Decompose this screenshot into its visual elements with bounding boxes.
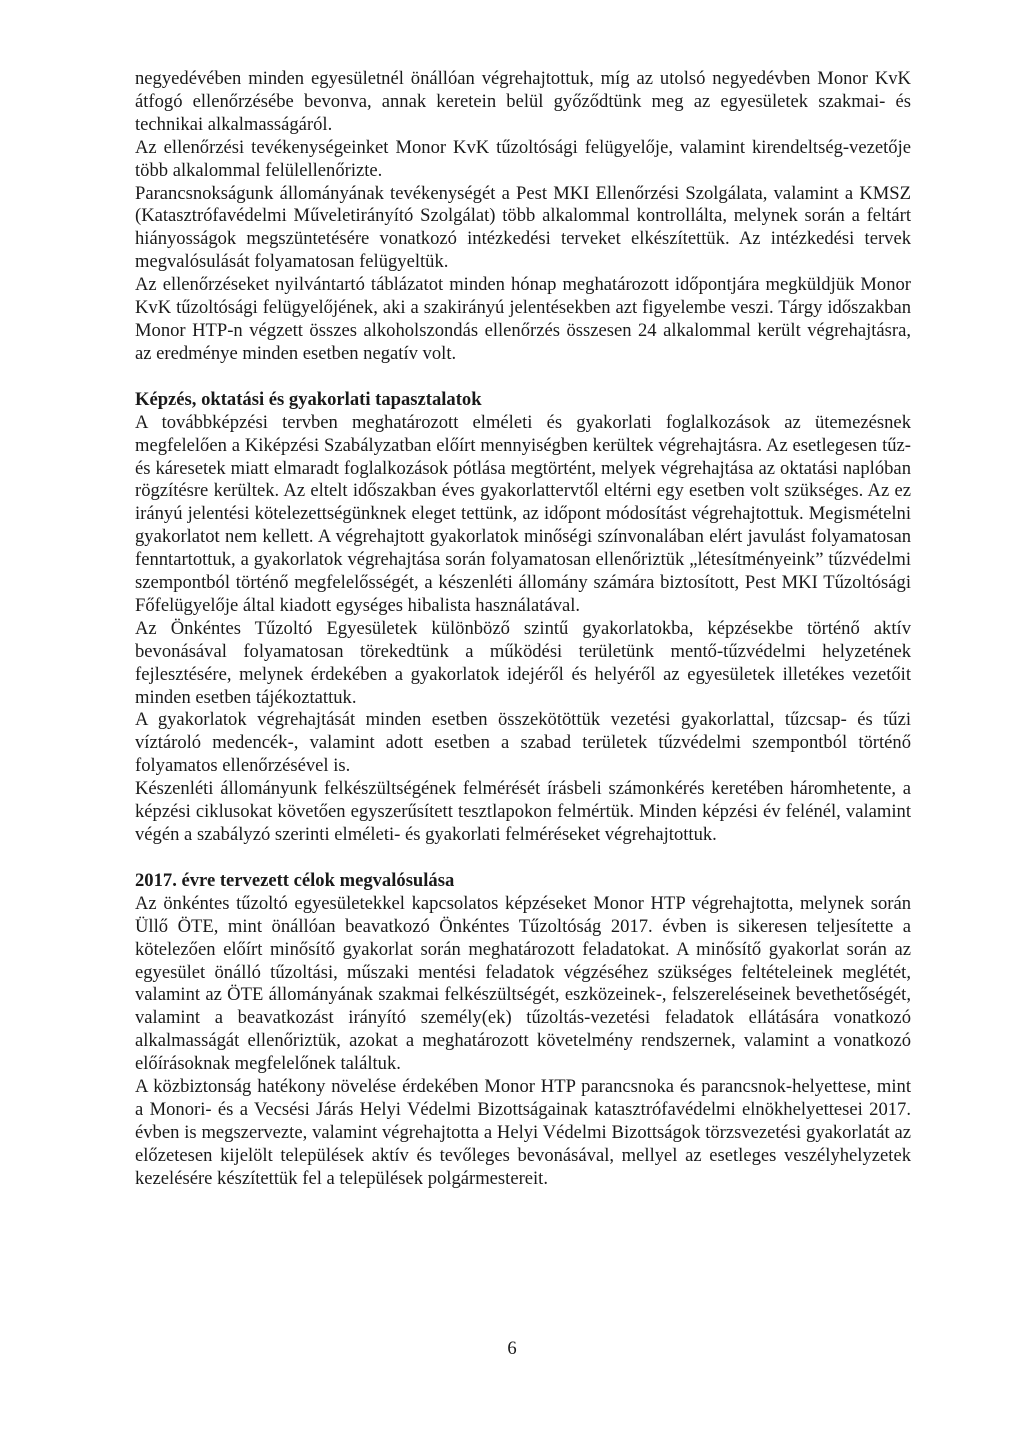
- paragraph: Az ellenőrzéseket nyilvántartó táblázatot minden hónap meghatározott időpontjára megküldjük Monor KvK tűzoltósági felügyelőjének, aki a szakirányú jelentésekben azt figyelembe veszi. Tárgy időszakban Monor HTP-n végzett összes alkoholszondás ellenőrzés összesen 24 alkalommal került végrehajtásra, az eredménye minden esetben negatív volt.: [135, 274, 911, 364]
- document-page: [135, 68, 911, 1191]
- paragraph: Az önkéntes tűzoltó egyesületekkel kapcsolatos képzéseket Monor HTP végrehajtotta, melynek során Üllő ÖTE, mint önállóan beavatkozó Önkéntes Tűzoltóság 2017. évben is sikeresen teljesítette a kötelezően előírt minősítő gyakorlat során meghatározott feladatokat. A minősítő gyakorlat során az egyesület önálló tűzoltási, műszaki mentési feladatok végzéséhez szükséges feltételeinek meglétét, valamint az ÖTE állományának szakmai felkészültségét, eszközeinek-, felszereléseinek bevethetőségét, valamint a beavatkozást irányító személy(ek) tűzoltás-vezetési feladatok ellátására vonatkozó alkalmasságát ellenőriztük, azokat a meghatározott követelmény rendszernek, valamint a vonatkozó előírásoknak megfelelőnek találtuk.: [135, 892, 911, 1075]
- page-number: 6: [507, 1338, 517, 1359]
- paragraph: negyedévében minden egyesületnél önállóan végrehajtottuk, míg az utolsó negyedévben Monor KvK átfogó ellenőrzésébe bevonva, annak keretein belül győződtünk meg az egyesületek szakmai- és technikai alkalmasságáról.: [135, 68, 911, 135]
- section-heading: Képzés, oktatási és gyakorlati tapasztalatok: [135, 388, 482, 410]
- paragraph: Parancsnokságunk állományának tevékenységét a Pest MKI Ellenőrzési Szolgálata, valamint a KMSZ (Katasztrófavédelmi Műveletirányító Szolgálat) több alkalommal kontrollálta, melynek során a feltárt hiányosságok megszüntetésére vonatkozó intézkedési terveket elkészítettük. Az intézkedési tervek megvalósulását folyamatosan felügyeltük.: [135, 182, 911, 273]
- paragraph: Az Önkéntes Tűzoltó Egyesületek különböző szintű gyakorlatokba, képzésekbe történő aktív bevonásával folyamatosan törekedtünk a működési területünk mentő-tűzvédelmi helyzetének fejlesztésére, melynek érdekében a gyakorlatok idejéről és helyéről az egyesületek illetékes vezetőit minden esetben tájékoztattuk.: [135, 617, 911, 708]
- section-heading: 2017. évre tervezett célok megvalósulása: [135, 869, 455, 891]
- section-goals-2017: [135, 870, 911, 1191]
- section-spacer: [135, 366, 911, 389]
- paragraph: Készenléti állományunk felkészültségének felmérését írásbeli számonkérés keretében háromhetente, a képzési ciklusokat követően egyszerűsített tesztlapokon felmértük. Minden képzési év felénél, valamint végén a szabályzó szerinti elméleti- és gyakorlati felméréseket végrehajtottuk.: [135, 778, 911, 845]
- paragraph: A gyakorlatok végrehajtását minden esetben összekötöttük vezetési gyakorlattal, tűzcsap- és tűzi víztároló medencék-, valamint adott esetben a szabad területek tűzvédelmi szempontból történő folyamatos ellenőrzésével is.: [135, 709, 911, 777]
- section-inspections: [135, 68, 911, 366]
- paragraph: A továbbképzési tervben meghatározott elméleti és gyakorlati foglalkozások az ütemezésnek megfelelően a Kiképzési Szabályzatban előírt mennyiségben kerültek végrehajtásra. Az esetlegesen tűz- és káresetek miatt elmaradt foglalkozások pótlása megtörtént, melyek végrehajtása az oktatási naplóban rögzítésre kerültek. Az eltelt időszakban éves gyakorlattervtől eltérni egy esetben volt szükséges. Az ez irányú jelentési kötelezettségünknek eleget tettünk, az időpont módosítást végrehajtottuk. Megismételni gyakorlatot nem kellett. A végrehajtott gyakorlatok minőségi színvonalában elért javulást folyamatosan fenntartottuk, a gyakorlatok végrehajtása során folyamatosan ellenőriztük „létesítményeink” tűzvédelmi szempontból történő megfelelősségét, a készenléti állomány számára biztosított, Pest MKI Tűzoltósági Főfelügyelője által kiadott egységes hibalista használatával.: [135, 411, 911, 616]
- section-spacer: [135, 847, 911, 870]
- paragraph: Az ellenőrzési tevékenységeinket Monor KvK tűzoltósági felügyelője, valamint kirendeltség-vezetője több alkalommal felülellenőrizte.: [135, 136, 911, 181]
- paragraph: A közbiztonság hatékony növelése érdekében Monor HTP parancsnoka és parancsnok-helyettese, mint a Monori- és a Vecsési Járás Helyi Védelmi Bizottságainak katasztrófavédelmi elnökhelyettesei 2017. évben is megszervezte, valamint végrehajtotta a Helyi Védelmi Bizottságok törzsvezetési gyakorlatát az előzetesen kijelölt települések aktív és tevőleges bevonásával, mellyel az esetleges veszélyhelyzetek kezelésére készítettük fel a települések polgármestereit.: [135, 1076, 911, 1189]
- section-training: [135, 389, 911, 847]
